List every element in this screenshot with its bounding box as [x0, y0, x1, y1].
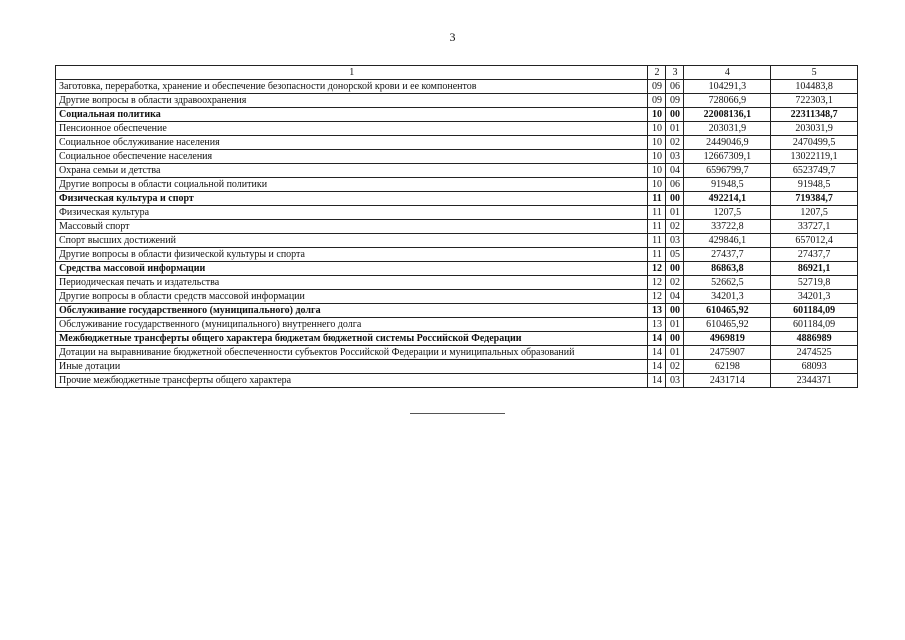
row-subsection-code: 01: [666, 122, 684, 136]
header-col-3: 3: [666, 66, 684, 80]
table-row: [56, 80, 858, 94]
row-section-code: 12: [648, 290, 666, 304]
row-subsection-code: 02: [666, 220, 684, 234]
closing-divider-line: [410, 413, 505, 414]
row-name: Заготовка, переработка, хранение и обеспечение безопасности донорской крови и ее компонентов: [56, 80, 648, 94]
table-row: [56, 234, 858, 248]
row-subsection-code: 02: [666, 360, 684, 374]
row-value-col-4: 62198: [684, 360, 771, 374]
row-name: Прочие межбюджетные трансферты общего характера: [56, 374, 648, 388]
row-section-code: 11: [648, 206, 666, 220]
row-subsection-code: 00: [666, 192, 684, 206]
table-row: [56, 108, 858, 122]
row-value-col-5: 4886989: [771, 332, 858, 346]
row-value-col-5: 86921,1: [771, 262, 858, 276]
row-section-code: 10: [648, 164, 666, 178]
table-row: [56, 318, 858, 332]
row-value-col-5: 719384,7: [771, 192, 858, 206]
row-name: Спорт высших достижений: [56, 234, 648, 248]
row-name: Другие вопросы в области средств массовой информации: [56, 290, 648, 304]
row-subsection-code: 01: [666, 318, 684, 332]
row-subsection-code: 06: [666, 178, 684, 192]
row-value-col-4: 429846,1: [684, 234, 771, 248]
row-section-code: 10: [648, 150, 666, 164]
row-value-col-4: 52662,5: [684, 276, 771, 290]
table-row: [56, 346, 858, 360]
row-value-col-4: 1207,5: [684, 206, 771, 220]
row-value-col-4: 33722,8: [684, 220, 771, 234]
row-value-col-5: 601184,09: [771, 304, 858, 318]
row-subsection-code: 04: [666, 164, 684, 178]
row-name: Физическая культура и спорт: [56, 192, 648, 206]
table-row: [56, 262, 858, 276]
row-section-code: 11: [648, 220, 666, 234]
row-subsection-code: 04: [666, 290, 684, 304]
row-subsection-code: 01: [666, 346, 684, 360]
row-subsection-code: 03: [666, 374, 684, 388]
table-row: [56, 290, 858, 304]
row-value-col-5: 104483,8: [771, 80, 858, 94]
row-section-code: 11: [648, 234, 666, 248]
row-section-code: 13: [648, 318, 666, 332]
table-row: [56, 150, 858, 164]
table-row: [56, 122, 858, 136]
row-value-col-5: 34201,3: [771, 290, 858, 304]
row-value-col-5: 6523749,7: [771, 164, 858, 178]
row-value-col-5: 2344371: [771, 374, 858, 388]
table-row: [56, 206, 858, 220]
table-row: [56, 304, 858, 318]
row-value-col-4: 203031,9: [684, 122, 771, 136]
row-value-col-4: 22008136,1: [684, 108, 771, 122]
row-subsection-code: 05: [666, 248, 684, 262]
table-row: [56, 374, 858, 388]
row-section-code: 14: [648, 332, 666, 346]
row-subsection-code: 00: [666, 262, 684, 276]
table-header-row: [56, 66, 858, 80]
row-section-code: 11: [648, 248, 666, 262]
row-subsection-code: 00: [666, 108, 684, 122]
row-name: Массовый спорт: [56, 220, 648, 234]
row-value-col-4: 12667309,1: [684, 150, 771, 164]
table-row: [56, 192, 858, 206]
row-section-code: 12: [648, 276, 666, 290]
row-subsection-code: 02: [666, 276, 684, 290]
row-subsection-code: 06: [666, 80, 684, 94]
row-section-code: 11: [648, 192, 666, 206]
row-value-col-4: 91948,5: [684, 178, 771, 192]
row-subsection-code: 01: [666, 206, 684, 220]
row-value-col-5: 91948,5: [771, 178, 858, 192]
row-value-col-4: 728066,9: [684, 94, 771, 108]
header-col-4: 4: [684, 66, 771, 80]
table-row: [56, 248, 858, 262]
row-value-col-5: 33727,1: [771, 220, 858, 234]
row-subsection-code: 00: [666, 304, 684, 318]
row-subsection-code: 03: [666, 150, 684, 164]
row-section-code: 14: [648, 346, 666, 360]
row-name: Обслуживание государственного (муниципального) долга: [56, 304, 648, 318]
row-name: Охрана семьи и детства: [56, 164, 648, 178]
row-name: Другие вопросы в области физической культуры и спорта: [56, 248, 648, 262]
header-col-5: 5: [771, 66, 858, 80]
row-name: Обслуживание государственного (муниципального) внутреннего долга: [56, 318, 648, 332]
header-col-1: 1: [56, 66, 648, 80]
row-value-col-4: 2449046,9: [684, 136, 771, 150]
row-section-code: 10: [648, 108, 666, 122]
row-value-col-5: 27437,7: [771, 248, 858, 262]
row-value-col-4: 2475907: [684, 346, 771, 360]
row-name: Социальная политика: [56, 108, 648, 122]
row-subsection-code: 09: [666, 94, 684, 108]
row-section-code: 09: [648, 94, 666, 108]
table-row: [56, 220, 858, 234]
row-value-col-5: 1207,5: [771, 206, 858, 220]
row-value-col-5: 2474525: [771, 346, 858, 360]
row-value-col-5: 68093: [771, 360, 858, 374]
row-name: Социальное обеспечение населения: [56, 150, 648, 164]
row-name: Средства массовой информации: [56, 262, 648, 276]
table-row: [56, 94, 858, 108]
row-value-col-5: 13022119,1: [771, 150, 858, 164]
row-section-code: 10: [648, 122, 666, 136]
row-value-col-4: 27437,7: [684, 248, 771, 262]
row-value-col-4: 492214,1: [684, 192, 771, 206]
table-body: [56, 80, 858, 388]
table-row: [56, 276, 858, 290]
header-col-2: 2: [648, 66, 666, 80]
row-subsection-code: 03: [666, 234, 684, 248]
table-row: [56, 360, 858, 374]
row-section-code: 09: [648, 80, 666, 94]
row-value-col-4: 4969819: [684, 332, 771, 346]
row-value-col-5: 722303,1: [771, 94, 858, 108]
table-row: [56, 164, 858, 178]
row-section-code: 14: [648, 374, 666, 388]
row-value-col-5: 203031,9: [771, 122, 858, 136]
row-value-col-5: 657012,4: [771, 234, 858, 248]
budget-table: [55, 65, 858, 388]
table-row: [56, 178, 858, 192]
row-name: Межбюджетные трансферты общего характера бюджетам бюджетной системы Российской Федерации: [56, 332, 648, 346]
row-value-col-4: 104291,3: [684, 80, 771, 94]
row-value-col-4: 86863,8: [684, 262, 771, 276]
row-value-col-4: 34201,3: [684, 290, 771, 304]
row-name: Социальное обслуживание населения: [56, 136, 648, 150]
row-name: Пенсионное обеспечение: [56, 122, 648, 136]
table-row: [56, 136, 858, 150]
row-name: Другие вопросы в области социальной политики: [56, 178, 648, 192]
row-name: Дотации на выравнивание бюджетной обеспеченности субъектов Российской Федерации и муниципальных образований: [56, 346, 648, 360]
row-subsection-code: 00: [666, 332, 684, 346]
row-value-col-5: 601184,09: [771, 318, 858, 332]
row-section-code: 10: [648, 136, 666, 150]
row-name: Физическая культура: [56, 206, 648, 220]
row-value-col-4: 2431714: [684, 374, 771, 388]
row-value-col-4: 6596799,7: [684, 164, 771, 178]
row-subsection-code: 02: [666, 136, 684, 150]
row-section-code: 13: [648, 304, 666, 318]
row-section-code: 14: [648, 360, 666, 374]
row-value-col-4: 610465,92: [684, 318, 771, 332]
row-value-col-5: 2470499,5: [771, 136, 858, 150]
row-name: Периодическая печать и издательства: [56, 276, 648, 290]
page-number: 3: [449, 30, 456, 44]
row-value-col-4: 610465,92: [684, 304, 771, 318]
row-section-code: 10: [648, 178, 666, 192]
row-name: Другие вопросы в области здравоохранения: [56, 94, 648, 108]
row-value-col-5: 22311348,7: [771, 108, 858, 122]
row-section-code: 12: [648, 262, 666, 276]
row-value-col-5: 52719,8: [771, 276, 858, 290]
row-name: Иные дотации: [56, 360, 648, 374]
table-row: [56, 332, 858, 346]
